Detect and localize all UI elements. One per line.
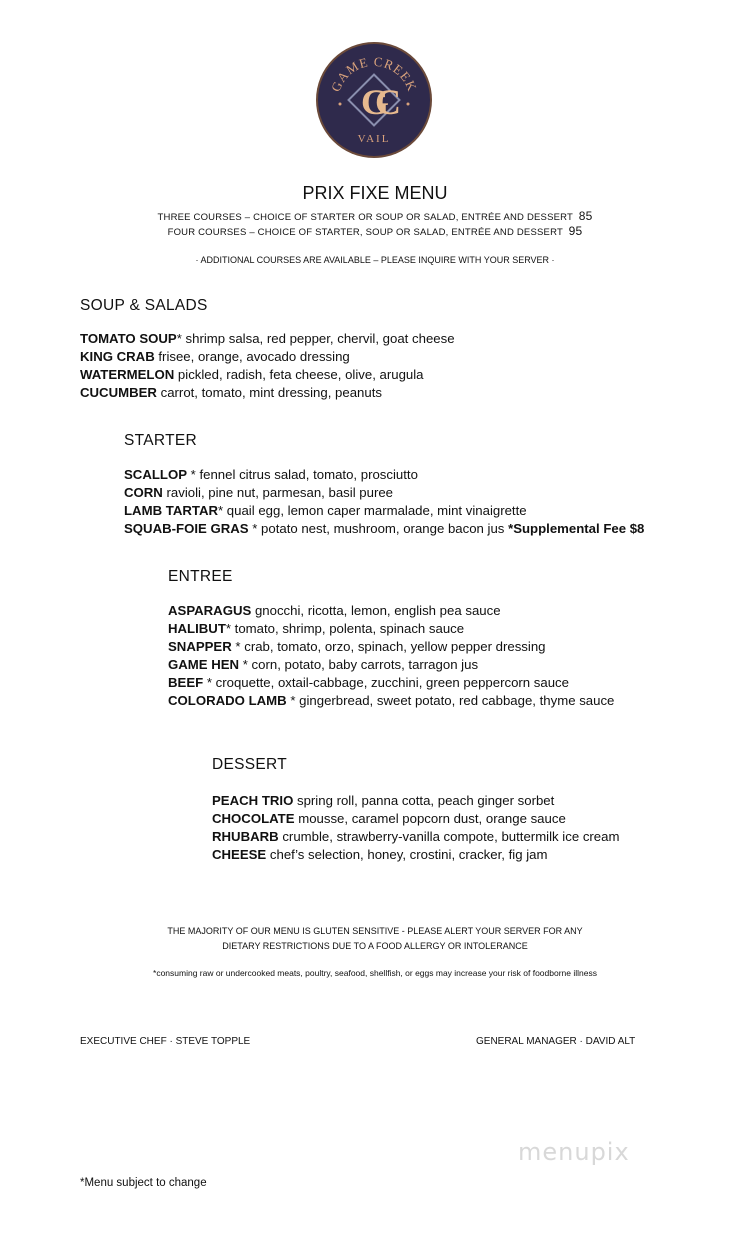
additional-courses-note: · ADDITIONAL COURSES ARE AVAILABLE – PLEASE INQUIRE WITH YOUR SERVER · — [195, 255, 555, 265]
menu-item-description: crumble, strawberry-vanilla compote, buttermilk ice cream — [278, 829, 620, 844]
menu-item — [124, 485, 393, 500]
menu-item — [80, 367, 424, 382]
executive-chef: EXECUTIVE CHEF · STEVE TOPPLE — [80, 1036, 251, 1047]
menu-item — [212, 793, 554, 808]
section-heading: SOUP & SALADS — [80, 297, 208, 314]
menu-item-name: SCALLOP — [124, 467, 188, 482]
menu-item-description: * gingerbread, sweet potato, red cabbage, thyme sauce — [286, 693, 615, 708]
general-manager: GENERAL MANAGER · DAVID ALT — [476, 1036, 636, 1047]
svg-text:GAME CREEK: GAME CREEK — [327, 53, 421, 94]
menu-item-description: * shrimp salsa, red pepper, chervil, goat cheese — [176, 331, 455, 346]
menu-item-name: LAMB TARTAR — [124, 503, 218, 518]
menu-item — [168, 639, 546, 654]
menu-item — [168, 675, 569, 690]
four-course-line: FOUR COURSES – CHOICE OF STARTER, SOUP OR SALAD, ENTRÉE AND DESSERT 95 — [167, 224, 583, 238]
menu-item-name: TOMATO SOUP — [80, 331, 177, 346]
menu-item-name: SQUAB-FOIE GRAS — [124, 521, 249, 536]
menu-item — [168, 621, 464, 636]
menu-item-name: ASPARAGUS — [168, 603, 252, 618]
menu-item-description: pickled, radish, feta cheese, olive, arugula — [174, 367, 424, 382]
section-heading: DESSERT — [212, 756, 288, 773]
menu-item — [80, 331, 455, 346]
menu-item-name: WATERMELON — [80, 367, 175, 382]
raw-food-warning: *consuming raw or undercooked meats, poultry, seafood, shellfish, or eggs may increase your risk of foodborne illness — [153, 968, 597, 978]
menu-item-name: HALIBUT — [168, 621, 226, 636]
menu-item — [212, 829, 619, 844]
gluten-note-1: THE MAJORITY OF OUR MENU IS GLUTEN SENSITIVE - PLEASE ALERT YOUR SERVER FOR ANY — [167, 926, 583, 936]
menu-item — [212, 847, 547, 862]
menu-item — [124, 467, 418, 482]
menu-item-name: BEEF — [168, 675, 204, 690]
menu-item-description: carrot, tomato, mint dressing, peanuts — [156, 385, 382, 400]
section-heading: ENTREE — [168, 568, 233, 585]
menu-item-description: * corn, potato, baby carrots, tarragon jus — [239, 657, 479, 672]
menu-item-description: mousse, caramel popcorn dust, orange sauce — [294, 811, 566, 826]
menu-item-description: frisee, orange, avocado dressing — [154, 349, 350, 364]
menu-item-name: GAME HEN — [168, 657, 240, 672]
menu-item-description: * quail egg, lemon caper marmalade, mint vinaigrette — [218, 503, 527, 518]
menu-item — [80, 385, 382, 400]
menu-item-name: CHEESE — [212, 847, 267, 862]
menu-item-name: RHUBARB — [212, 829, 279, 844]
menu-item — [212, 811, 566, 826]
menu-item-name: COLORADO LAMB — [168, 693, 287, 708]
menu-item-name: KING CRAB — [80, 349, 155, 364]
menu-item — [80, 349, 350, 364]
menu-item-name: SNAPPER — [168, 639, 232, 654]
svg-text:VAIL: VAIL — [357, 133, 391, 145]
menu-item — [124, 503, 527, 518]
menu-title: PRIX FIXE MENU — [302, 183, 448, 203]
menu-item-description: * croquette, oxtail-cabbage, zucchini, green peppercorn sauce — [203, 675, 569, 690]
menu-item-description: * tomato, shrimp, polenta, spinach sauce — [225, 621, 465, 636]
gluten-note-2: DIETARY RESTRICTIONS DUE TO A FOOD ALLERGY OR INTOLERANCE — [222, 941, 528, 951]
menu-item — [168, 657, 478, 672]
menu-item-description: * fennel citrus salad, tomato, prosciutto — [187, 467, 418, 482]
menu-item — [168, 603, 501, 618]
menu-item — [124, 521, 644, 536]
supplemental-fee: *Supplemental Fee $8 — [508, 521, 645, 536]
game-creek-logo — [318, 44, 430, 156]
menu-item-name: PEACH TRIO — [212, 793, 294, 808]
menu-item — [168, 693, 614, 708]
section-heading: STARTER — [124, 432, 198, 449]
monogram: GC — [361, 82, 387, 122]
three-course-line: THREE COURSES – CHOICE OF STARTER OR SOUP OR SALAD, ENTRÉE AND DESSERT 85 — [157, 209, 593, 223]
menu-item-name: CHOCOLATE — [212, 811, 295, 826]
menu-item-description: * crab, tomato, orzo, spinach, yellow pepper dressing — [231, 639, 546, 654]
menu-item-name: CORN — [124, 485, 163, 500]
menupix-watermark: menupix — [518, 1138, 630, 1166]
logo-emblem-icon — [318, 44, 430, 156]
menu-item-description: chef’s selection, honey, crostini, cracker, fig jam — [266, 847, 548, 862]
menu-item-description: spring roll, panna cotta, peach ginger sorbet — [293, 793, 555, 808]
menu-item-name: CUCUMBER — [80, 385, 157, 400]
menu-item-description: * potato nest, mushroom, orange bacon jus — [248, 521, 509, 536]
menu-item-description: ravioli, pine nut, parmesan, basil puree — [162, 485, 394, 500]
menu-item-description: gnocchi, ricotta, lemon, english pea sauce — [251, 603, 501, 618]
menu-subject-note: *Menu subject to change — [80, 1177, 207, 1189]
